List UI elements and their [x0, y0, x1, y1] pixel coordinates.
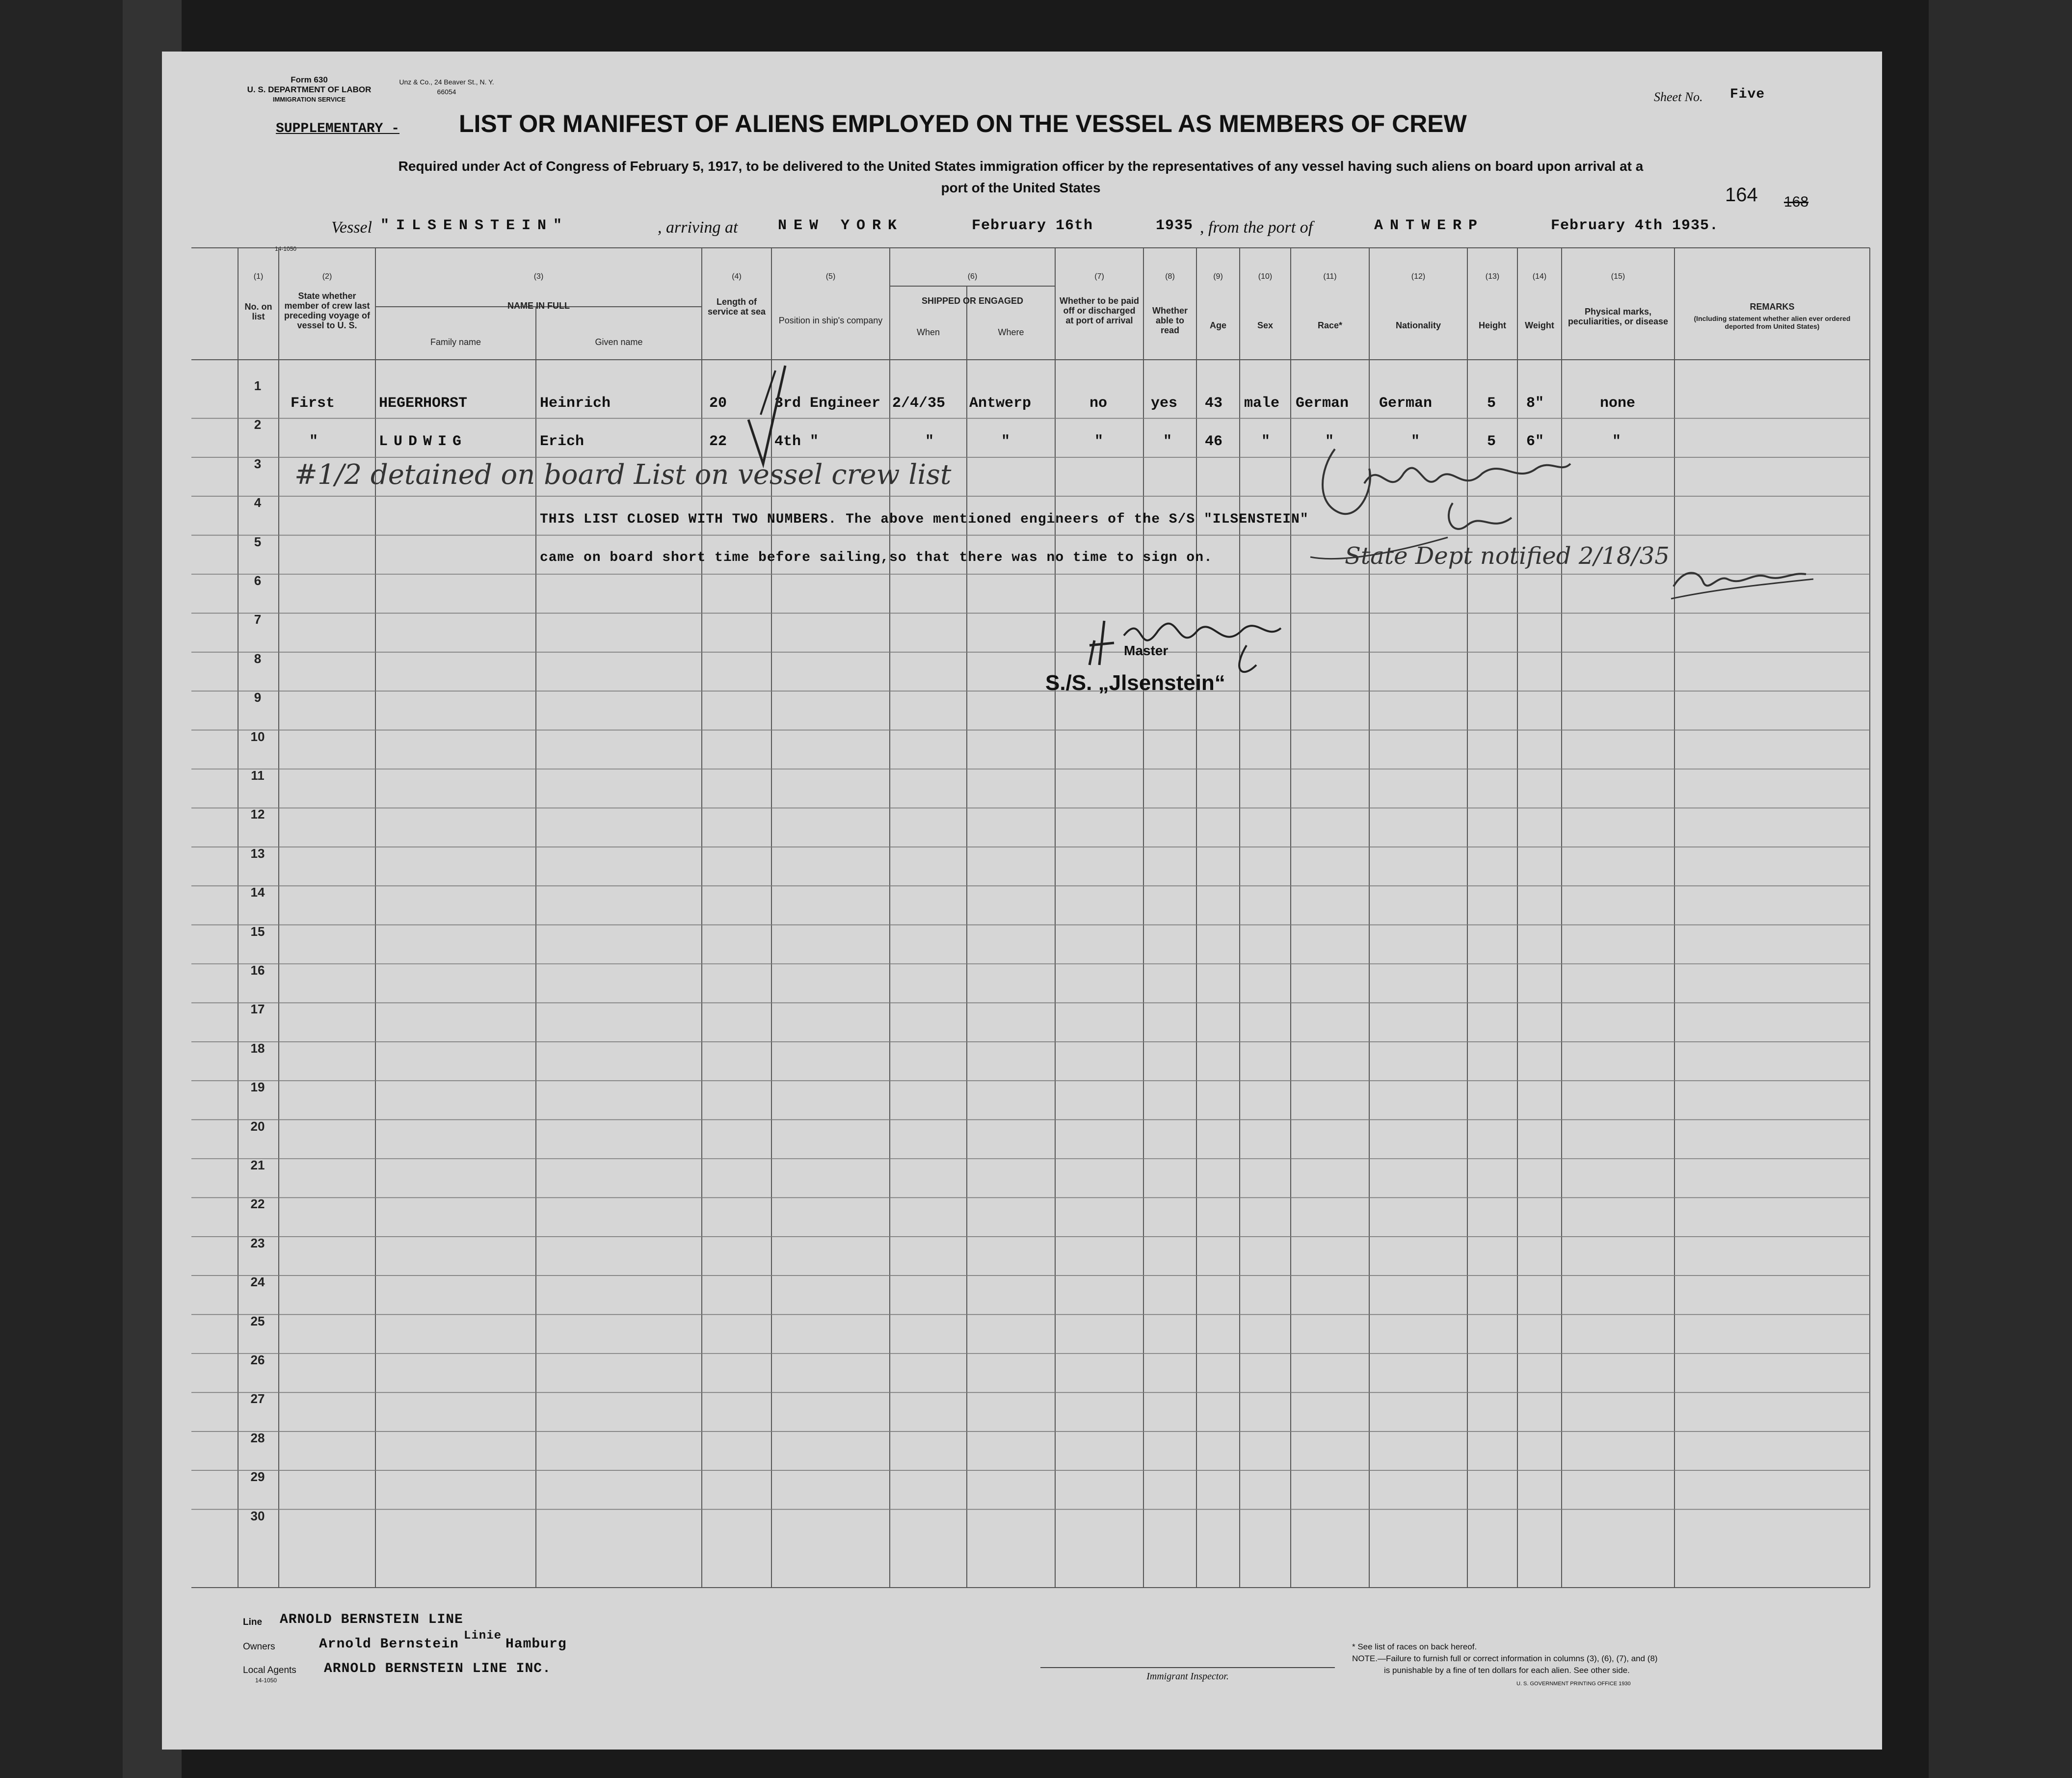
row1-when: 2/4/35 [892, 395, 946, 412]
gpo-imprint: U. S. GOVERNMENT PRINTING OFFICE 1930 [1516, 1681, 1631, 1687]
master-label: Master [1124, 643, 1169, 658]
row-number: 2 [254, 417, 262, 432]
row-number: 6 [254, 573, 262, 588]
row2-age: 46 [1205, 433, 1223, 450]
sheet-label: Sheet No. [1654, 90, 1703, 104]
row1-family-name: HEGERHORST [379, 395, 468, 412]
row-number: 22 [250, 1196, 265, 1212]
row2-when: " [925, 433, 934, 450]
row-number: 16 [250, 963, 265, 978]
col-head-nationality: Nationality [1395, 320, 1441, 330]
check-mark [739, 361, 793, 474]
state-dept-note: State Dept notified 2/18/35 [1345, 542, 1670, 570]
row1-height: 5 [1487, 395, 1496, 412]
col-head-where: Where [998, 327, 1024, 337]
row-number: 27 [250, 1391, 265, 1406]
agents-code: 14-1050 [255, 1677, 277, 1684]
row-number: 28 [250, 1430, 265, 1445]
penalty-note-line2: is punishable by a fine of ten dollars for each alien. See other side. [1384, 1666, 1630, 1675]
col-num-3: (3) [533, 272, 544, 281]
col-head-shipped: SHIPPED OR ENGAGED [921, 296, 1024, 306]
col-head-marks: Physical marks, peculiarities, or disease [1567, 307, 1669, 326]
row2-sex: " [1261, 433, 1271, 450]
col-num-4: (4) [732, 272, 742, 281]
col-num-9: (9) [1213, 272, 1223, 281]
vessel-name: "ILSENSTEIN" [380, 217, 569, 234]
row2-position: 4th " [774, 433, 819, 450]
row-number: 25 [250, 1313, 265, 1328]
owners-city: Hamburg [505, 1637, 567, 1652]
printer-number: 66054 [437, 88, 456, 96]
col-num-8: (8) [1165, 272, 1175, 281]
col-head-when: When [916, 327, 940, 337]
closing-note-line1: THIS LIST CLOSED WITH TWO NUMBERS. The above mentioned engineers of the S/S "ILSENSTEIN" [540, 512, 1309, 527]
row1-weight: 8" [1526, 395, 1544, 412]
row-number: 21 [250, 1158, 265, 1172]
row2-marks: " [1612, 433, 1621, 450]
row-number: 30 [250, 1508, 265, 1523]
service-name: IMMIGRATION SERVICE [272, 96, 346, 103]
owners-linie: Linie [464, 1629, 502, 1643]
row-number: 13 [250, 846, 265, 861]
row-number: 8 [254, 651, 262, 666]
row-number: 11 [251, 768, 265, 783]
agents-label: Local Agents [243, 1665, 296, 1675]
row-number: 23 [250, 1235, 265, 1250]
row-number: 18 [250, 1040, 265, 1056]
inspector-signature-line [1040, 1666, 1335, 1669]
col-num-1: (1) [253, 272, 264, 281]
row1-nationality: German [1379, 395, 1433, 412]
inspector-label: Immigrant Inspector. [1146, 1671, 1229, 1682]
required-line-2: port of the United States [941, 180, 1101, 195]
col-head-age: Age [1209, 320, 1226, 330]
form-number: Form 630 [291, 75, 328, 84]
handwritten-detained-note: #1/2 detained on board List on vessel crew list [294, 459, 952, 491]
line-label: Line [243, 1617, 263, 1627]
row2-where: " [1001, 433, 1010, 450]
col-num-14: (14) [1532, 272, 1547, 281]
page-number-struck: 168 [1784, 194, 1809, 210]
row-number: 10 [250, 729, 265, 744]
col-head-remarks-note: (Including statement whether alien ever ordered deported from United States) [1694, 315, 1851, 330]
col-head-paid-off: Whether to be paid off or discharged at port of arrival [1060, 296, 1139, 325]
row-number: 26 [250, 1353, 265, 1367]
row2-family-name: LUDWIG [379, 433, 468, 450]
row2-weight: 6" [1526, 433, 1544, 450]
printer-name: Unz & Co., 24 Beaver St., N. Y. [399, 78, 494, 86]
col-head-read: Whether able to read [1152, 306, 1188, 335]
row1-service: 20 [709, 395, 727, 412]
row-number: 17 [250, 1002, 265, 1017]
sheet-number: Five [1730, 87, 1765, 102]
penalty-note-line1: NOTE.—Failure to furnish full or correct information in columns (3), (6), (7), and (8) [1352, 1654, 1658, 1663]
row2-given-name: Erich [540, 433, 584, 450]
col-head-name: NAME IN FULL [507, 301, 570, 311]
vessel-label: Vessel [331, 218, 372, 237]
owners-label: Owners [243, 1642, 275, 1652]
departure-port: ANTWERP [1374, 217, 1485, 234]
page-number: 164 [1725, 184, 1758, 206]
col-num-5: (5) [825, 272, 836, 281]
arrival-port: NEW YORK [778, 217, 904, 234]
row2-read: " [1163, 433, 1172, 450]
row2-service: 22 [709, 433, 727, 450]
row2-member: " [309, 433, 319, 450]
required-line-1: Required under Act of Congress of February 5, 1917, to be delivered to the United States immigration officer by the representatives of any vessel having such aliens on board upon arrival at a [398, 159, 1644, 174]
col-num-10: (10) [1258, 272, 1273, 281]
row-number: 19 [250, 1080, 265, 1095]
row2-nationality: " [1411, 433, 1420, 450]
row-number: 24 [250, 1274, 265, 1290]
col-num-7: (7) [1094, 272, 1104, 281]
row1-race: German [1296, 395, 1349, 412]
row1-position: 3rd Engineer [774, 395, 881, 412]
col-num-12: (12) [1411, 272, 1426, 281]
col-head-service: Length of service at sea [707, 297, 766, 317]
col-head-member: State whether member of crew last preceding voyage of vessel to U. S. [284, 291, 371, 330]
row-number: 1 [254, 378, 262, 393]
col-num-11: (11) [1323, 272, 1337, 281]
arriving-label: , arriving at [658, 218, 738, 237]
ship-stamp: S./S. „Jlsenstein“ [1045, 671, 1225, 695]
col-num-13: (13) [1485, 272, 1500, 281]
row-number: 20 [250, 1118, 265, 1134]
row-number: 5 [254, 534, 262, 549]
row-number: 15 [250, 924, 265, 939]
department-name: U. S. DEPARTMENT OF LABOR [247, 85, 372, 94]
arrival-date: February 16th [972, 217, 1093, 234]
row-number: 12 [250, 807, 265, 822]
manifest-sheet [162, 52, 1882, 1750]
row2-height: 5 [1487, 433, 1496, 450]
col-head-height: Height [1479, 320, 1506, 330]
row-number: 9 [254, 690, 262, 705]
col-head-position: Position in ship's company [778, 316, 883, 325]
row1-age: 43 [1205, 395, 1223, 412]
arrival-year: 1935 [1156, 217, 1194, 234]
row-number: 3 [254, 456, 262, 471]
row1-read: yes [1151, 395, 1178, 412]
row1-paid-off: no [1089, 395, 1108, 412]
row-number: 29 [250, 1469, 265, 1485]
col-head-number: No. on list [244, 302, 272, 321]
from-port-label: , from the port of [1200, 218, 1313, 237]
clerk-initials [1669, 559, 1816, 604]
row2-race: " [1325, 433, 1334, 450]
col-num-15: (15) [1611, 272, 1625, 281]
row-number: 4 [254, 495, 262, 510]
row2-paid-off: " [1094, 433, 1104, 450]
page-title: LIST OR MANIFEST OF ALIENS EMPLOYED ON THE VESSEL AS MEMBERS OF CREW [459, 110, 1467, 137]
owners-value: Arnold Bernstein [319, 1637, 459, 1652]
row-number: 7 [254, 612, 262, 627]
row-number: 14 [250, 885, 265, 900]
row1-marks: none [1600, 395, 1636, 412]
col-head-weight: Weight [1525, 320, 1554, 330]
col-num-2: (2) [322, 272, 332, 281]
departure-date: February 4th 1935. [1551, 217, 1719, 234]
col-head-family: Family name [430, 337, 481, 347]
supplementary-label: SUPPLEMENTARY - [276, 121, 400, 136]
closing-note-line2: came on board short time before sailing,so that there was no time to sign on. [540, 550, 1213, 565]
row1-sex: male [1244, 395, 1280, 412]
col-head-race: Race* [1317, 320, 1343, 330]
agents-value: ARNOLD BERNSTEIN LINE INC. [324, 1661, 551, 1676]
row1-member: First [291, 395, 335, 412]
scanner-edge [1929, 0, 2072, 1778]
races-note: * See list of races on back hereof. [1352, 1642, 1477, 1651]
col-head-remarks: REMARKS [1750, 302, 1795, 312]
line-value: ARNOLD BERNSTEIN LINE [280, 1612, 463, 1627]
col-head-given: Given name [595, 337, 643, 347]
row1-where: Antwerp [969, 395, 1032, 412]
form-stamp: 14-1050 [275, 245, 297, 252]
col-head-sex: Sex [1257, 320, 1274, 330]
master-signature [1085, 601, 1301, 680]
col-num-6: (6) [967, 272, 978, 281]
row1-given-name: Heinrich [540, 395, 611, 412]
